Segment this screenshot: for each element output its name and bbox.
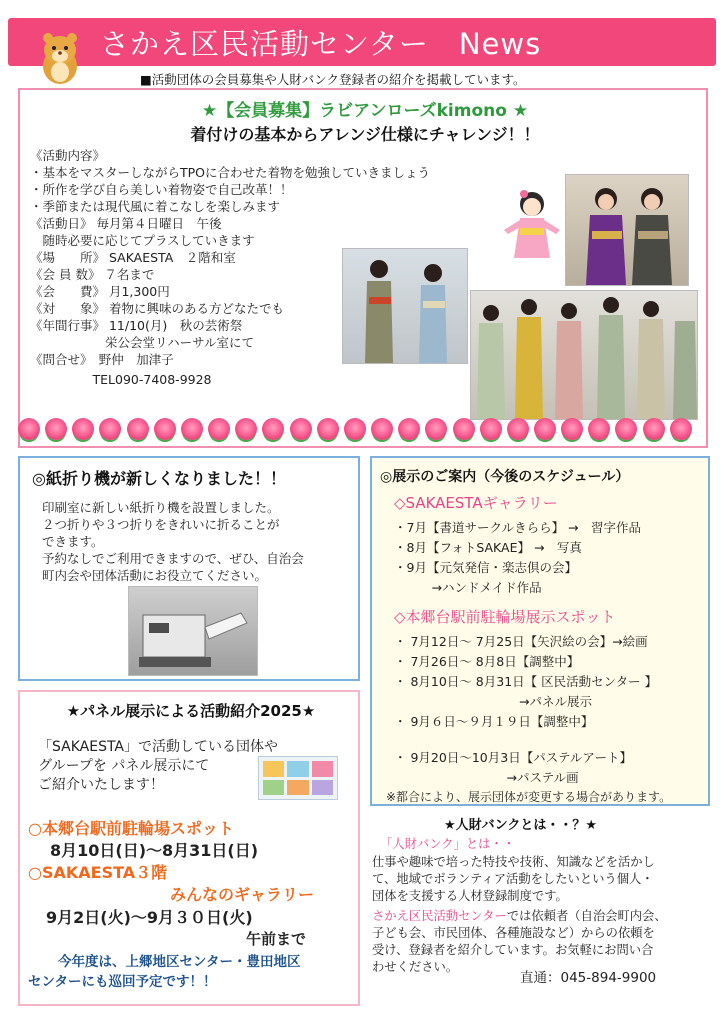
folding-line: 予約なしでご利用できますので、ぜひ、自治会 bbox=[42, 551, 304, 566]
panel-footer: センターにも巡回予定です！！ bbox=[28, 974, 217, 990]
center-name: さかえ区民活動センター bbox=[372, 909, 507, 923]
panel-intro: ご紹介いたします！ bbox=[38, 777, 164, 793]
jinzai-line: て、地域でボランティア活動をしたいという個人・ bbox=[372, 872, 654, 886]
spot-item: ・ 9月６日～９月１９日【調整中】 bbox=[394, 714, 594, 729]
rose-icon bbox=[72, 418, 94, 440]
recruit-line: 《対 象》 着物に興味のある方どなたでも bbox=[30, 301, 284, 316]
spot-item: ・ 7月26日～ 8月8日【調整中】 bbox=[394, 654, 580, 669]
folding-line: 町内会や団体活動にお役立てください。 bbox=[42, 568, 268, 583]
recruit-line: 《年間行事》 11/10(月) 秋の芸術祭 bbox=[30, 318, 243, 333]
mascot-icon bbox=[30, 28, 90, 88]
rose-icon bbox=[425, 418, 447, 440]
panel-footer: 今年度は、上郷地区センター・豊田地区 bbox=[58, 954, 301, 970]
kimono-girl-illustration bbox=[498, 186, 566, 266]
gallery-heading: ◇SAKAESTAギャラリー bbox=[394, 494, 558, 512]
spot2-label: ○SAKAESTA３階 bbox=[28, 863, 168, 882]
spot2-sub: みんなのギャラリー bbox=[170, 885, 315, 904]
recruit-line: 栄公会堂リハーサル室にて bbox=[30, 335, 255, 350]
exhibit-title: ◎展示のご案内（今後のスケジュール） bbox=[380, 469, 630, 485]
rose-icon bbox=[453, 418, 475, 440]
rose-icon bbox=[18, 418, 40, 440]
rose-icon bbox=[643, 418, 665, 440]
rose-icon bbox=[615, 418, 637, 440]
folding-line: 印刷室に新しい紙折り機を設置しました。 bbox=[42, 500, 280, 515]
recruit-line: ・所作を学び自ら美しい着物姿で自己改革！！ bbox=[30, 182, 293, 197]
folding-line: できます。 bbox=[42, 534, 104, 549]
rose-icon bbox=[154, 418, 176, 440]
panel-thumb bbox=[312, 761, 333, 777]
folding-machine-section bbox=[18, 456, 360, 681]
panel-intro: グループを パネル展示にて bbox=[38, 758, 210, 774]
spot2-dates: 9月2日(火)～9月３０日(火) bbox=[46, 908, 253, 927]
gallery-item: →ハンドメイド作品 bbox=[394, 580, 542, 595]
spot-item: →パステル画 bbox=[394, 770, 579, 785]
rose-border bbox=[18, 414, 692, 444]
rose-icon bbox=[290, 418, 312, 440]
panel-section bbox=[18, 690, 360, 1006]
group-photo bbox=[470, 290, 698, 420]
spot-heading: ◇本郷台駅前駐輪場展示スポット bbox=[394, 608, 616, 626]
panel-thumb bbox=[287, 761, 308, 777]
spot2-time: 午前まで bbox=[246, 930, 307, 948]
page-title: さかえ区民活動センター News bbox=[100, 27, 542, 61]
practice-photo bbox=[342, 248, 468, 364]
rose-icon bbox=[235, 418, 257, 440]
jinzai-line: わせください。 bbox=[372, 960, 459, 974]
recruit-line: 《会 費》 月1,300円 bbox=[30, 284, 170, 299]
spot1-dates: 8月10日(日)～8月31日(日) bbox=[50, 841, 259, 860]
recruit-line: ・基本をマスターしながらTPOに合わせた着物を勉強していきましょう bbox=[30, 165, 431, 180]
folding-line: ２つ折りや３つ折りをきれいに折ることが bbox=[42, 517, 280, 532]
recruit-line: 随時必要に応じてプラスしていきます bbox=[30, 233, 255, 248]
rose-icon bbox=[588, 418, 610, 440]
recruit-line: 《活動内容》 bbox=[30, 148, 106, 163]
rose-icon bbox=[262, 418, 284, 440]
recruit-subtitle: 着付けの基本からアレンジ仕様にチャレンジ！！ bbox=[190, 125, 540, 144]
jinzai-tel: 直通：045-894-9900 bbox=[520, 970, 657, 986]
rose-icon bbox=[99, 418, 121, 440]
exhibit-section bbox=[370, 456, 710, 806]
panel-thumb bbox=[263, 761, 284, 777]
rose-icon bbox=[534, 418, 556, 440]
rose-icon bbox=[45, 418, 67, 440]
recruit-line: 《活動日》 毎月第４日曜日 午後 bbox=[30, 216, 222, 231]
recruit-line: 《場 所》 SAKAESTA ２階和室 bbox=[30, 250, 236, 265]
jinzai-line: 受け、登録者を紹介しています。お気軽にお問い合 bbox=[372, 943, 654, 957]
recruit-line: TEL090-7408-9928 bbox=[30, 372, 212, 387]
jinzai-line: 団体を支援する人材登録制度です。 bbox=[372, 889, 568, 903]
rose-icon bbox=[670, 418, 692, 440]
panel-illustration bbox=[258, 756, 338, 800]
panel-thumb bbox=[312, 780, 333, 796]
jinzai-question: 「人財バンク」とは・・ bbox=[380, 837, 516, 851]
panel-thumb bbox=[263, 780, 284, 796]
rose-icon bbox=[344, 418, 366, 440]
spot1-label: ○本郷台駅前駐輪場スポット bbox=[28, 819, 234, 838]
recruit-line: 《問合せ》 野仲 加津子 bbox=[30, 352, 174, 367]
jinzai-text: では依頼者（自治会町内会、 bbox=[506, 909, 667, 923]
rose-icon bbox=[317, 418, 339, 440]
recruit-line: 《会 員 数》 ７名まで bbox=[30, 267, 155, 282]
recruit-title: ★【会員募集】ラビアンローズkimono ★ bbox=[201, 101, 529, 121]
gallery-item: ・8月【フォトSAKAE】 → 写真 bbox=[394, 540, 582, 555]
spot-item: ・ 8月10日～ 8月31日【 区民活動センター 】 bbox=[394, 674, 658, 689]
panel-title: ★パネル展示による活動紹介2025★ bbox=[66, 702, 316, 720]
panel-thumb bbox=[287, 780, 308, 796]
panel-intro: 「SAKAESTA」で活動している団体や bbox=[38, 739, 279, 755]
jinzai-title: ★人財バンクとは・・？★ bbox=[444, 818, 598, 833]
folding-machine-photo bbox=[128, 586, 258, 676]
spot-item: ・ 9月20日～10月3日【パステルアート】 bbox=[394, 750, 632, 765]
gallery-item: ・9月【元気発信・楽志倶の会】 bbox=[394, 560, 577, 575]
rose-icon bbox=[480, 418, 502, 440]
rose-icon bbox=[371, 418, 393, 440]
jinzai-line: 子ども会、市民団体、各種施設など）からの依頼を bbox=[372, 926, 655, 940]
spot-item: →パネル展示 bbox=[394, 694, 592, 709]
rose-icon bbox=[181, 418, 203, 440]
rose-icon bbox=[507, 418, 529, 440]
jinzai-line bbox=[372, 906, 667, 924]
rose-icon bbox=[127, 418, 149, 440]
recruit-section bbox=[18, 88, 708, 448]
spot-item: ・ 7月12日～ 7月25日【矢沢絵の会】→絵画 bbox=[394, 634, 648, 649]
exhibit-note: ※都合により、展示団体が変更する場合があります。 bbox=[386, 790, 672, 804]
folding-title: ◎紙折り機が新しくなりました！！ bbox=[32, 469, 286, 488]
page-subtitle: ■活動団体の会員募集や人財バンク登録者の紹介を掲載しています。 bbox=[140, 72, 526, 87]
recruit-line: ・季節または現代風に着こなしを楽しみます bbox=[30, 199, 281, 214]
rose-icon bbox=[208, 418, 230, 440]
gallery-item: ・7月【書道サークルきらら】 → 習字作品 bbox=[394, 520, 642, 535]
jinzai-line: 仕事や趣味で培った特技や技術、知識などを活かし bbox=[372, 855, 655, 869]
members-photo bbox=[565, 174, 689, 286]
rose-icon bbox=[398, 418, 420, 440]
rose-icon bbox=[561, 418, 583, 440]
